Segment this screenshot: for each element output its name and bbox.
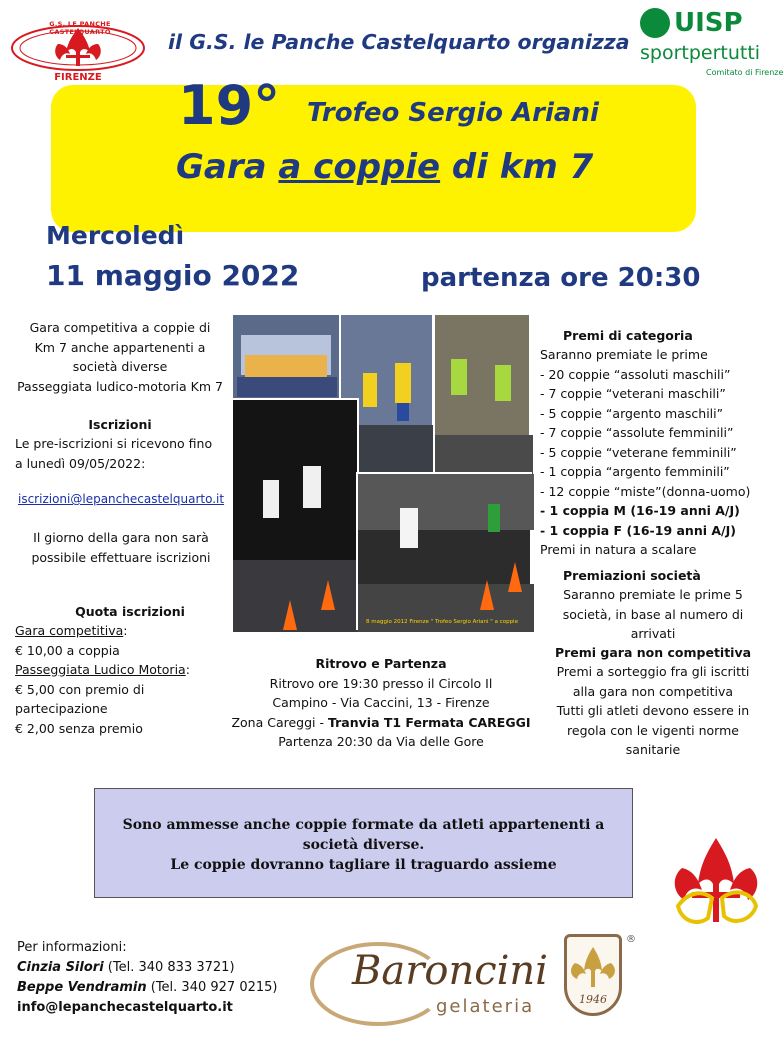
- noncomp-title: Premi gara non competitiva: [554, 645, 752, 660]
- societa-line: società, in base al numero di: [562, 606, 744, 622]
- notice-line: società diverse.: [302, 837, 425, 853]
- premi-natura: Premi in natura a scalare: [540, 542, 697, 557]
- info-email-link[interactable]: info@lepanchecastelquarto.it: [17, 1000, 233, 1015]
- ritrovo-line: Partenza 20:30 da Via delle Gore: [278, 734, 484, 749]
- iscrizioni-line: a lunedì 09/05/2022:: [15, 455, 146, 471]
- race-title: [176, 147, 593, 187]
- club-logo-ring-text: G.S. LE PANCHE CASTELQUARTO: [49, 20, 111, 36]
- notice-line: Le coppie dovranno tagliare il traguardo assieme: [170, 857, 557, 873]
- quota-details: Gara competitiva: € 10,00 a coppia Passeggiata Ludico Motoria: € 5,00 con premio di partecipazione € 2,00 senza premio: [15, 621, 235, 738]
- ritrovo-tram: Tranvia T1 Fermata CAREGGI: [327, 714, 531, 730]
- photo-runners-2: [433, 313, 531, 473]
- intro-line: Passeggiata ludico-motoria Km 7: [17, 378, 223, 394]
- race-start-time: partenza ore 20:30: [421, 263, 701, 293]
- sponsor-name: Baroncini: [352, 948, 548, 994]
- race-date: 11 maggio 2022: [46, 259, 300, 292]
- notice-box: [94, 788, 633, 898]
- premi-item: - 5 coppie “veterane femminili”: [540, 444, 737, 460]
- quota-pass-label: Passeggiata Ludico Motoria: [15, 662, 186, 677]
- sponsor-lily-icon: [567, 943, 619, 991]
- contact-name: Cinzia Silori: [17, 960, 104, 975]
- sponsor-year: 1946: [579, 993, 607, 1006]
- noncomp-line: alla gara non competitiva: [572, 683, 734, 699]
- noncomp-line: Premi a sorteggio fra gli iscritti: [556, 664, 750, 679]
- quota-pass-2: partecipazione: [15, 701, 108, 716]
- premi-item: - 7 coppie “veterani maschili”: [540, 386, 726, 401]
- photo-trophies: [231, 313, 341, 400]
- ritrovo-line: Ritrovo ore 19:30 presso il Circolo Il: [269, 675, 493, 691]
- noncomp-text: [540, 662, 766, 760]
- edition-number: 19°: [178, 74, 281, 137]
- societa-line: Saranno premiate le prime 5: [563, 587, 743, 602]
- contact-block: [17, 938, 317, 1018]
- uisp-emblem-icon: [640, 8, 670, 38]
- uisp-logo: [636, 4, 783, 84]
- premi-intro: Saranno premiate le prime: [540, 347, 708, 362]
- premi-item: - 1 coppia “argento femminili”: [540, 464, 730, 479]
- premi-item-bold: - 1 coppia M (16-19 anni A/J): [540, 503, 740, 518]
- ritrovo-title: Ritrovo e Partenza: [315, 656, 447, 671]
- race-weekday: Mercoledì: [46, 221, 185, 250]
- trophy-name: Trofeo Sergio Ariani: [307, 98, 599, 128]
- noncomp-line: Tutti gli atleti devono essere in: [556, 703, 750, 718]
- noncomp-line: regola con le vigenti norme: [567, 722, 739, 738]
- iscrizioni-title: Iscrizioni: [88, 417, 152, 432]
- iscrizioni-email-link[interactable]: iscrizioni@lepanchecastelquarto.it: [18, 492, 225, 506]
- intro-line: società diverse: [72, 359, 168, 374]
- sponsor-registered: ®: [626, 934, 636, 945]
- quota-pass-1: € 5,00 con premio di: [15, 681, 145, 697]
- no-day-line: possibile effettuare iscrizioni: [31, 549, 211, 565]
- noncomp-line: sanitarie: [625, 742, 681, 757]
- quota-title: Quota iscrizioni: [75, 604, 185, 619]
- intro-line: Gara competitiva a coppie di: [29, 320, 211, 335]
- ritrovo-line: Campino - Via Caccini, 13 - Firenze: [272, 695, 490, 710]
- iscrizioni-line: Le pre-iscrizioni si ricevono fino: [15, 436, 213, 451]
- contact-phone: (Tel. 340 833 3721): [103, 960, 235, 975]
- race-title-post: di km 7: [440, 147, 594, 187]
- societa-title: Premiazioni società: [563, 568, 701, 583]
- societa-line: arrivati: [630, 626, 676, 641]
- race-title-pre: Gara: [176, 147, 279, 187]
- sponsor-type: gelateria: [436, 996, 535, 1017]
- premi-item-bold: - 1 coppia F (16-19 anni A/J): [540, 522, 736, 538]
- no-day-line: Il giorno della gara non sarà: [33, 530, 209, 545]
- premi-item: - 5 coppie “argento maschili”: [540, 405, 724, 421]
- sponsor-shield: [564, 934, 622, 1016]
- quota-pass-3: € 2,00 senza premio: [15, 720, 143, 736]
- uisp-sub: Comitato di Firenze: [706, 68, 783, 77]
- baroncini-logo: [310, 926, 646, 1036]
- premi-item: - 20 coppie “assoluti maschili”: [540, 366, 731, 382]
- photo-caption: 8 maggio 2012 Firenze " Trofeo Sergio Ariani " a coppie: [366, 619, 518, 625]
- uisp-brand: UISP: [674, 8, 743, 38]
- iscrizioni-text: [15, 434, 235, 473]
- notice-line: Sono ammesse anche coppie formate da atleti appartenenti a: [122, 817, 605, 833]
- ritrovo-line3-pre: Zona Careggi -: [231, 714, 328, 730]
- organizer-line: il G.S. le Panche Castelquarto organizza: [168, 30, 630, 54]
- quota-comp-label: Gara competitiva: [15, 623, 124, 638]
- premi-title: Premi di categoria: [563, 328, 693, 343]
- societa-text: [540, 585, 766, 644]
- gs-le-panche-logo: [8, 8, 148, 88]
- info-title: Per informazioni:: [17, 940, 127, 955]
- photo-runners-3: [231, 398, 359, 630]
- premi-item: - 7 coppie “assolute femminili”: [540, 425, 734, 440]
- premi-item: - 12 coppie “miste”(donna-uomo): [540, 483, 751, 499]
- no-registration-note: [10, 528, 232, 567]
- ritrovo-block: [231, 654, 531, 752]
- quota-comp-value: € 10,00 a coppia: [15, 642, 120, 658]
- contact-name: Beppe Vendramin: [17, 980, 147, 995]
- club-logo-city: FIRENZE: [54, 72, 102, 83]
- contact-phone: (Tel. 340 927 0215): [146, 980, 278, 995]
- premi-list: [540, 345, 766, 560]
- intro-line: Km 7 anche appartenenti a: [34, 339, 206, 355]
- florence-lily-icon: [668, 832, 764, 932]
- photo-runners-4: [356, 472, 532, 630]
- left-intro: [10, 318, 230, 396]
- uisp-tagline: sportpertutti: [640, 42, 761, 64]
- race-title-underlined: a coppie: [278, 147, 441, 187]
